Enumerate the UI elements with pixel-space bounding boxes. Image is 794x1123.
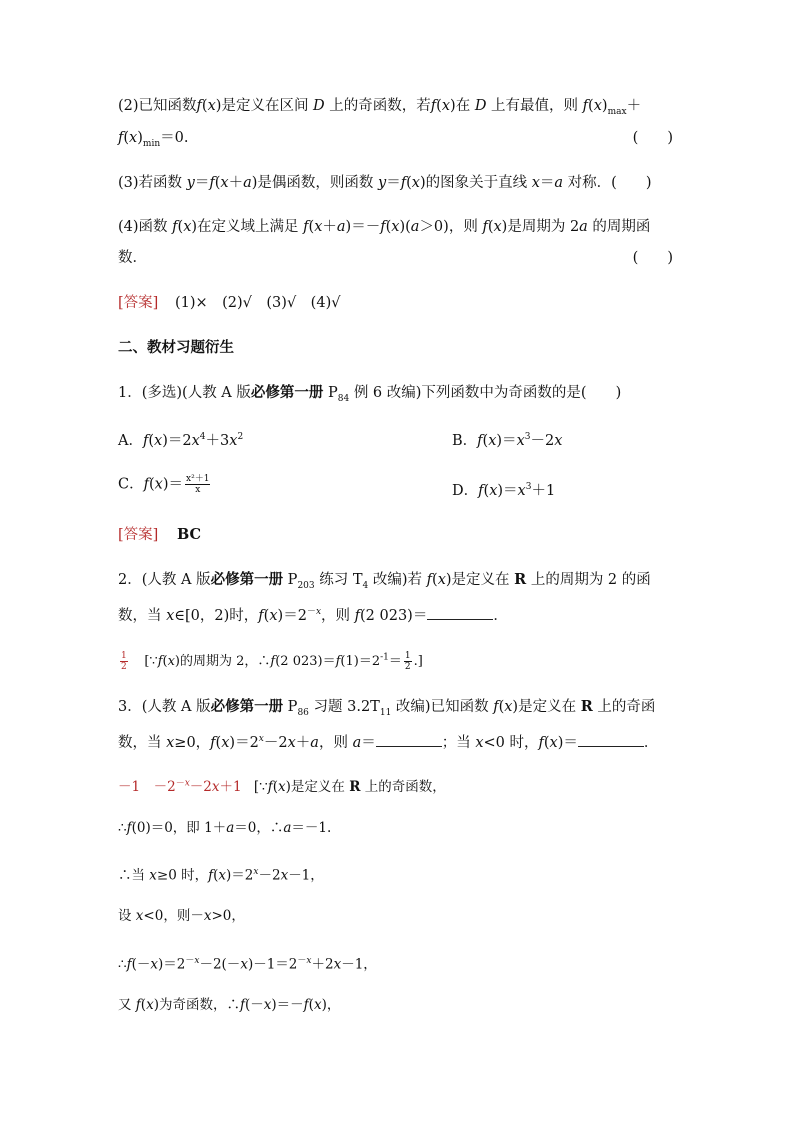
fill-blank[interactable] [376,732,442,747]
answer-tag: [答案] [118,527,159,543]
fill-blank[interactable] [578,732,644,747]
q4-line1: (4)函数 f(x)在定义域上满足 f(x＋a)＝－f(x)(a＞0)，则 f(x)是周期为 2a 的周期函 [118,219,651,235]
q2-line1: (2)已知函数f(x)是定义在区间 D 上的奇函数，若f(x)在 D 上有最值，则 $f(x)_{max}+$ [118,98,642,117]
option-d: D．$f(x)=x^3+1$ [452,482,556,499]
problem-3-line2: 数，当 x≥0，$f(x)=2^x-2x+a$，则 a＝ ；当 x<0 时，f(x)＝ ． [118,729,658,753]
problem-2-solution: $\frac{1}{2}$ [∵f(x)的周期为 2，∴f(2 $023)=f(1)=2^{-1}=$ $\frac{1}{2}$ .] [121,650,423,673]
option-c-prefix: C．f(x)＝ [118,476,184,493]
problem-3-answer: －1 $-2^{-x}-2x+1$ [∵f(x)是定义在 R 上的奇函数， [118,778,446,795]
option-b: B．$f(x)=x^3-2x$ [452,432,563,449]
q4-line2: 数． [118,250,147,266]
answer-paren: ( ) [632,130,673,146]
option-c [118,474,212,495]
problem-2-line1: 2．(人教 A 版必修第一册 $P_{203}$ 练习 $T_4$ 改编)若 f(x)是定义在 R 上的周期为 2 的函 [118,571,651,591]
option-c-fraction: $\frac{\text{x²＋1}}{x}$ [186,474,210,495]
answer-paren: ( ) [632,250,673,266]
fill-blank[interactable] [427,605,493,620]
option-a: A．$f(x)=2x^4+3x^2$ [118,432,244,449]
solution-line: $\therefore f(-x)=2^{-x}-2(-x)-1=2^{-x}+2x-1$， [118,956,377,973]
problem-2-line2: 数，当 x∈[0，2)时，$f(x)=2^{-x}$，则 f(2 023)＝ ． [118,602,508,626]
answer-body: (1)× (2)√ (3)√ (4)√ [174,295,341,311]
solution-line: ∴当 x≥0 时，$f(x)=2^x-2x-1$， [118,867,324,884]
solution-line: 设 x<0，则－x>0， [118,908,245,924]
solution-line: 又 f(x)为奇函数，∴f(－x)＝－f(x)， [118,997,341,1013]
problem-3-line1: 3．(人教 A 版必修第一册 $P_{86}$ 习题 $3.2T_{11}$ 改编)已知函数 f(x)是定义在 R 上的奇函 [118,698,656,718]
answer-tag: [答案] [118,295,159,311]
answer-2 [118,525,201,545]
answer-body: BC [176,526,202,543]
problem-1-stem: 1．(多选)(人教 A 版必修第一册 $P_{84}$ 例 6 改编)下列函数中为奇函数的是( ) [118,384,622,404]
answer-fraction: $\frac{1}{2}$ [121,650,127,672]
q3-line1: (3)若函数 y＝f(x＋a)是偶函数，则函数 y＝f(x)的图象关于直线 x＝a 对称．( ) [118,175,652,191]
solution-line: ∴f(0)＝0，即 1＋a＝0，∴a＝－1. [118,820,332,836]
q2-line2: $f(x)_{min}=0$. [118,130,189,149]
answer-1 [118,293,340,313]
section-title: 二、教材习题衍生 [118,340,234,356]
